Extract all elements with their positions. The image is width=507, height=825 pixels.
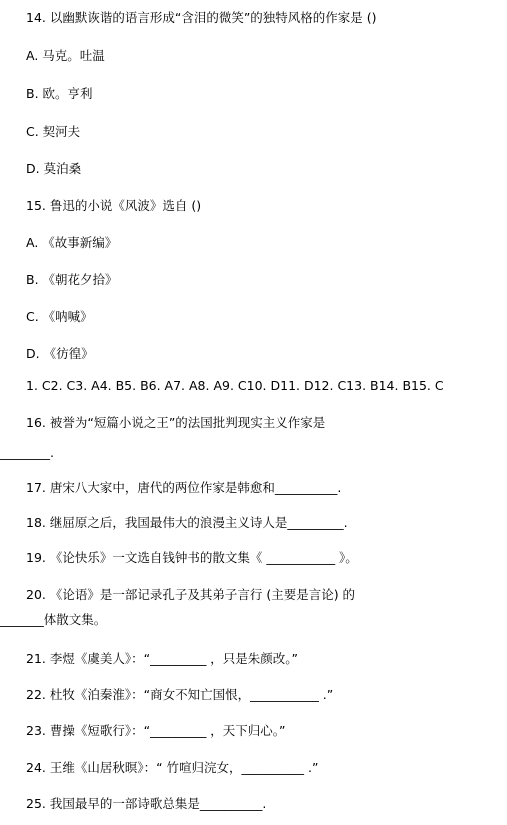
question-22: 22. 杜牧《泊秦淮》：“商女不知亡国恨，___________ .”: [26, 687, 334, 702]
question-20-line-1: 20. 《论语》是一部记录孔子及其弟子言行 (主要是言论) 的: [26, 587, 356, 602]
question-15-option-c: C. 《呐喊》: [26, 309, 93, 324]
question-15-option-b: B. 《朝花夕拾》: [26, 272, 118, 287]
question-16-line-1: 16. 被誉为“短篇小说之王”的法国批判现实主义作家是: [26, 415, 326, 430]
question-14-option-d: D. 莫泊桑: [26, 161, 82, 176]
question-21: 21. 李煜《虞美人》：“_________ ，只是朱颜改。”: [26, 651, 299, 666]
question-14-option-b: B. 欧。亨利: [26, 86, 93, 101]
question-16-line-2: ________.: [0, 445, 54, 460]
question-23: 23. 曹操《短歌行》：“_________ ，天下归心。”: [26, 723, 286, 738]
question-14-stem: 14. 以幽默诙谐的语言形成“含泪的微笑”的独特风格的作家是 (): [26, 10, 377, 25]
question-14-option-c: C. 契河夫: [26, 124, 81, 139]
question-19: 19. 《论快乐》一文选自钱钟书的散文集《 ___________ 》。: [26, 550, 358, 565]
answer-key: 1. C2. C3. A4. B5. B6. A7. A8. A9. C10. D11. D12. C13. B14. B15. C: [26, 378, 444, 393]
question-18: 18. 继屈原之后，我国最伟大的浪漫主义诗人是_________.: [26, 515, 348, 530]
question-14-option-a: A. 马克。吐温: [26, 48, 105, 63]
question-20-line-2: _______体散文集。: [0, 612, 107, 627]
question-15-stem: 15. 鲁迅的小说《风波》选自 (): [26, 198, 202, 213]
question-15-option-a: A. 《故事新编》: [26, 235, 118, 250]
question-25: 25. 我国最早的一部诗歌总集是__________.: [26, 796, 267, 811]
question-15-option-d: D. 《彷徨》: [26, 346, 94, 361]
question-17: 17. 唐宋八大家中，唐代的两位作家是韩愈和__________.: [26, 480, 342, 495]
question-24: 24. 王维《山居秋暝》：“ 竹喧归浣女，__________ .”: [26, 760, 319, 775]
